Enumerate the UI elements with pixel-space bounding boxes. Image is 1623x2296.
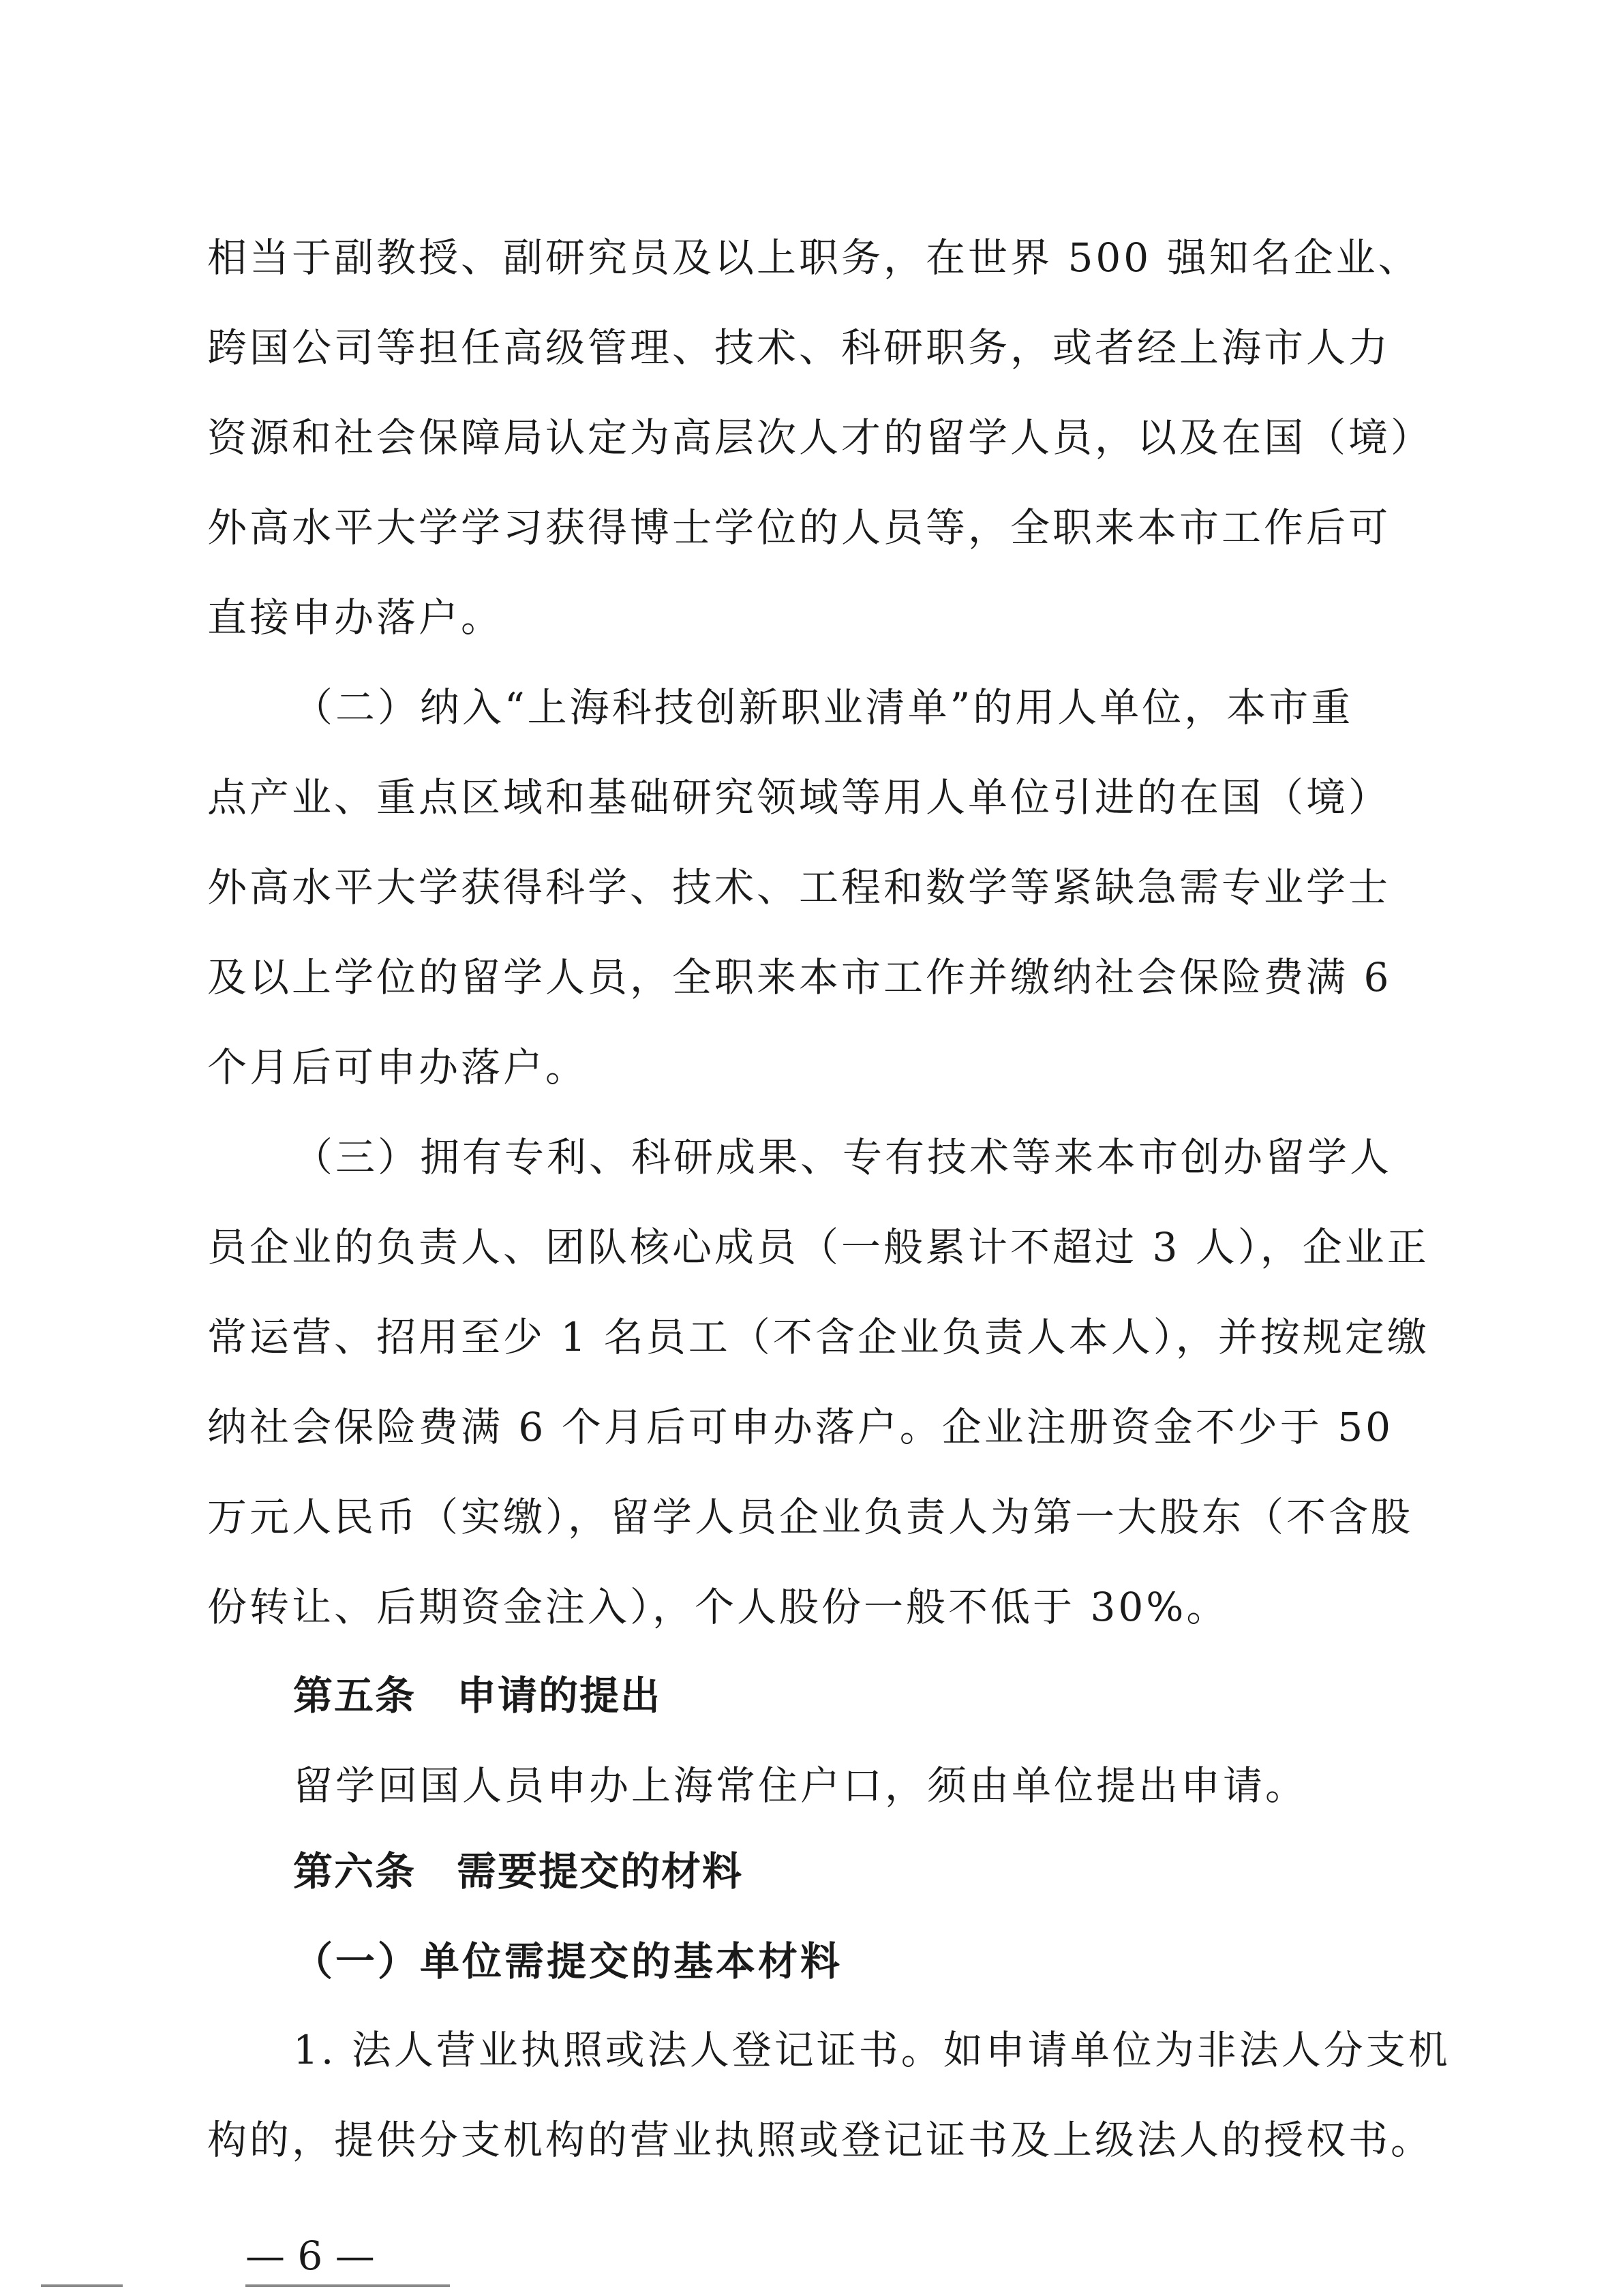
paragraph-line: 份转让、后期资金注入），个人股份一般不低于 30%。 <box>207 1584 1229 1630</box>
article-6-item-1-line-2: 构的，提供分支机构的营业执照或登记证书及上级法人的授权书。 <box>207 2117 1434 2163</box>
scan-artifact <box>245 2284 450 2287</box>
paragraph-line: （二）纳入“上海科技创新职业清单”的用人单位，本市重 <box>293 684 1354 731</box>
paragraph-line: 直接申办落户。 <box>207 594 504 641</box>
scan-artifact <box>41 2284 123 2287</box>
article-6-subheading: （一）单位需提交的基本材料 <box>293 1938 843 1985</box>
paragraph-line: 跨国公司等担任高级管理、技术、科研职务，或者经上海市人力 <box>207 324 1391 371</box>
paragraph-line: （三）拥有专利、科研成果、专有技术等来本市创办留学人 <box>293 1134 1393 1180</box>
article-5-heading: 第五条 申请的提出 <box>293 1672 662 1719</box>
article-6-heading: 第六条 需要提交的材料 <box>293 1848 744 1895</box>
paragraph-line: 资源和社会保障局认定为高层次人才的留学人员，以及在国（境） <box>207 414 1434 461</box>
paragraph-line: 及以上学位的留学人员，全职来本市工作并缴纳社会保险费满 6 <box>207 954 1392 1000</box>
article-6-item-1-line-1: 1. 法人营业执照或法人登记证书。如申请单位为非法人分支机 <box>293 2027 1451 2073</box>
paragraph-line: 相当于副教授、副研究员及以上职务，在世界 500 强知名企业、 <box>207 234 1421 281</box>
paragraph-line: 点产业、重点区域和基础研究领域等用人单位引进的在国（境） <box>207 774 1391 821</box>
paragraph-line: 常运营、招用至少 1 名员工（不含企业负责人本人），并按规定缴 <box>207 1314 1429 1360</box>
paragraph-line: 外高水平大学获得科学、技术、工程和数学等紧缺急需专业学士 <box>207 864 1391 910</box>
paragraph-line: 员企业的负责人、团队核心成员（一般累计不超过 3 人），企业正 <box>207 1224 1429 1270</box>
paragraph-line: 万元人民币（实缴），留学人员企业负责人为第一大股东（不含股 <box>207 1494 1414 1540</box>
paragraph-line: 外高水平大学学习获得博士学位的人员等，全职来本市工作后可 <box>207 504 1391 551</box>
paragraph-line: 个月后可申办落户。 <box>207 1044 588 1090</box>
article-5-body: 留学回国人员申办上海常住户口，须由单位提出申请。 <box>293 1762 1308 1809</box>
page-number: — 6 — <box>245 2233 375 2279</box>
paragraph-line: 纳社会保险费满 6 个月后可申办落户。企业注册资金不少于 50 <box>207 1404 1394 1450</box>
